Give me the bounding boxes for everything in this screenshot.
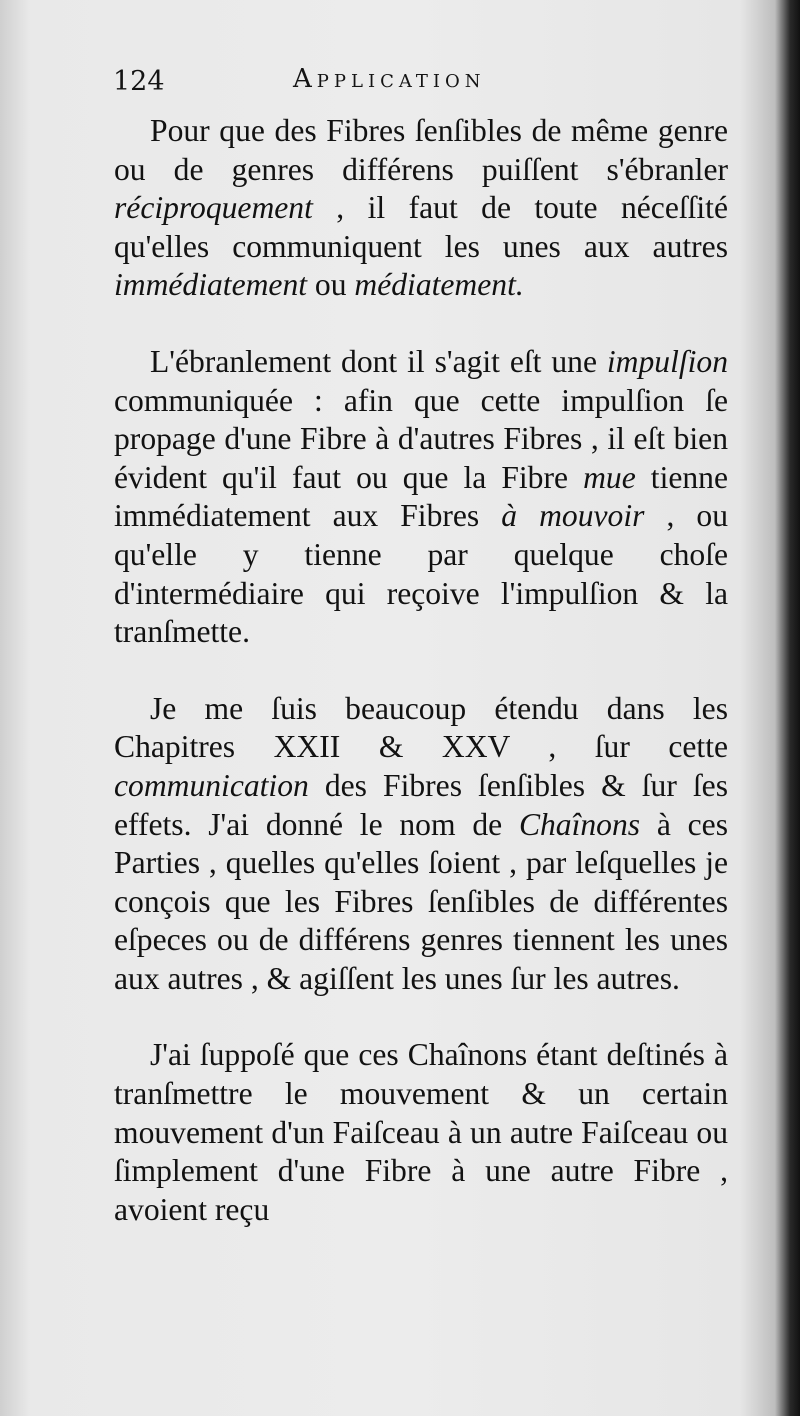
italic-run: Chaînons — [518, 806, 641, 842]
italic-run: mue — [583, 459, 636, 495]
text-run: , ou qu'elle y tienne par quelque choſe d'intermédiaire qui reçoive l'impulſion & la tranſmette. — [114, 498, 729, 650]
paragraph-4 — [114, 1036, 728, 1229]
italic-run: réciproquement — [114, 190, 313, 226]
text-run: communiquée : afin que cette impulſion ſe propage d'une Fibre à d'autres Fibres , il eſt bien évident qu'il faut ou que la Fibre — [114, 382, 728, 495]
italic-run: impulſion — [606, 343, 728, 379]
text-run: Pour que des Fibres ſenſibles de même genre ou de genres différens puiſſent s'ébranler — [114, 113, 728, 187]
text-run: , il faut de toute néceſſité qu'elles communiquent les unes aux autres — [114, 190, 728, 264]
italic-run: immédiatement — [114, 267, 308, 303]
text-run: ou — [307, 267, 355, 303]
paragraph-1 — [114, 112, 728, 305]
italic-run: à mouvoir — [501, 498, 645, 534]
text-run: Je me ſuis beaucoup étendu dans les Chapitres XXII & XXV , ſur cette — [114, 690, 728, 765]
running-title: Application — [293, 64, 486, 94]
page-number: 124 — [113, 66, 165, 97]
text-run: tienne immédiatement aux Fibres — [114, 459, 728, 534]
italic-run: communication — [114, 767, 309, 803]
paragraph-3 — [114, 690, 728, 999]
italic-run: médiatement. — [354, 267, 524, 303]
text-run: L'ébranlement dont il s'agit eſt une — [150, 343, 607, 379]
page-header — [113, 62, 613, 106]
body-text — [114, 112, 728, 1267]
text-run: J'ai ſuppoſé que ces Chaînons étant deſtinés à tranſmettre le mouvement & un certain mouvement d'un Faiſceau à un autre Faiſceau ou ſimplement d'une Fibre à une autre Fibre , avoient reçu — [114, 1037, 728, 1227]
text-run: à ces Parties , quelles qu'elles ſoient , par leſquelles je conçois que les Fibres ſenſibles de différentes eſpeces ou de différens genres tiennent les unes aux autres , & agiſſent les unes ſur les autres. — [114, 806, 728, 996]
paragraph-2 — [114, 343, 728, 652]
text-run: des Fibres ſenſibles & ſur ſes effets. J'ai donné le nom de — [114, 767, 728, 842]
